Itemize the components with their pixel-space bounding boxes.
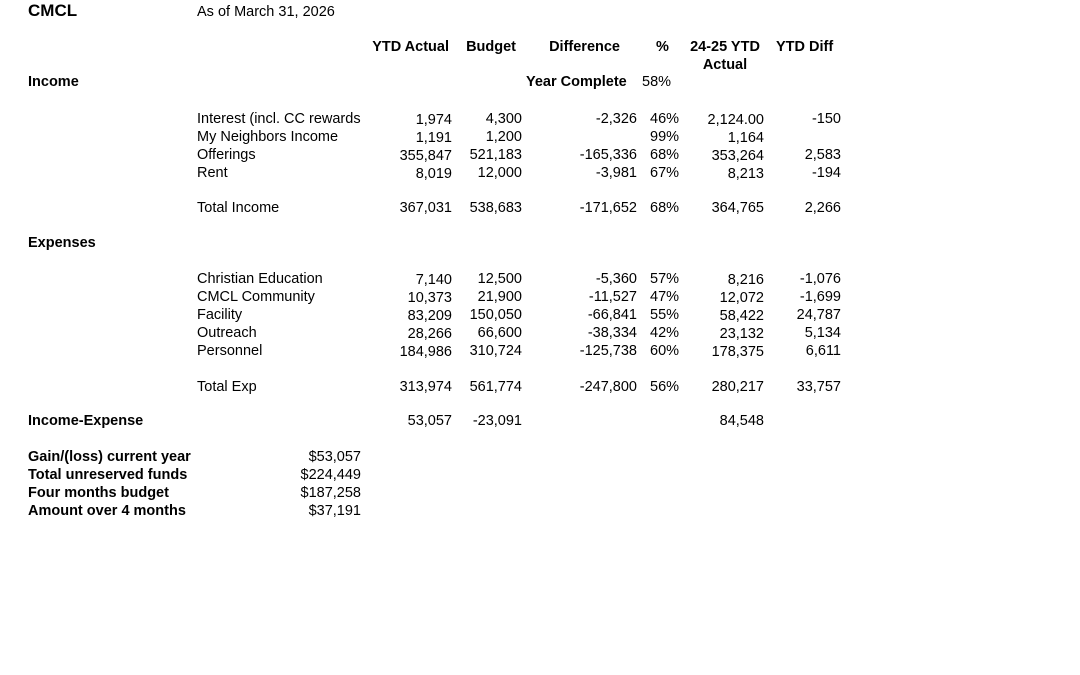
- ytd-diff-cell: -1,699: [799, 289, 841, 305]
- difference-cell: -11,527: [588, 289, 637, 305]
- budget-cell: 310,724: [469, 343, 522, 359]
- row-label: CMCL Community: [197, 289, 315, 305]
- difference-cell: -125,738: [579, 343, 637, 359]
- pct-cell: 68%: [650, 200, 680, 216]
- summary-label: Amount over 4 months: [28, 503, 186, 519]
- ytd-diff-cell: 33,757: [796, 379, 841, 395]
- ytd-diff-cell: -150: [811, 111, 841, 127]
- col-ytd-actual-header: YTD Actual: [372, 39, 449, 55]
- difference-cell: -38,334: [587, 325, 637, 341]
- budget-cell: 150,050: [469, 307, 522, 323]
- ytd-actual-cell: 10,373: [407, 290, 452, 306]
- pct-cell: 67%: [650, 165, 680, 181]
- year-complete-label: Year Complete: [526, 74, 627, 90]
- prior-ytd-cell: 178,375: [711, 344, 764, 360]
- prior-ytd-cell: 23,132: [719, 326, 764, 342]
- prior-ytd-cell: 280,217: [711, 379, 764, 395]
- col-budget-header: Budget: [466, 39, 516, 55]
- difference-cell: -2,326: [595, 111, 637, 127]
- ytd-actual-cell: 83,209: [407, 308, 452, 324]
- row-label: Offerings: [197, 147, 256, 163]
- budget-cell: 521,183: [469, 147, 522, 163]
- prior-ytd-cell: 58,422: [719, 308, 764, 324]
- prior-ytd-cell: 2,124.00: [707, 112, 764, 128]
- prior-ytd-cell: 12,072: [719, 290, 764, 306]
- budget-cell: 1,200: [485, 129, 522, 145]
- budget-cell: 21,900: [477, 289, 522, 305]
- col-pct-header: %: [656, 39, 669, 55]
- ytd-actual-cell: 28,266: [407, 326, 452, 342]
- prior-ytd-cell: 8,213: [727, 166, 764, 182]
- ytd-actual-cell: 1,191: [415, 130, 452, 146]
- summary-value: $53,057: [308, 449, 361, 465]
- ytd-actual-cell: 355,847: [399, 148, 452, 164]
- ytd-diff-cell: 24,787: [796, 307, 841, 323]
- col-ytd-diff-header: YTD Diff: [776, 39, 834, 55]
- row-label: Personnel: [197, 343, 263, 359]
- difference-cell: -165,336: [579, 147, 637, 163]
- ytd-actual-cell: 184,986: [399, 344, 452, 360]
- ytd-diff-cell: -194: [811, 165, 841, 181]
- ytd-actual-cell: 313,974: [399, 379, 452, 395]
- row-label: Outreach: [197, 325, 257, 341]
- summary-value: $224,449: [300, 467, 361, 483]
- expenses-heading: Expenses: [28, 235, 96, 251]
- difference-cell: -66,841: [587, 307, 637, 323]
- income-heading: Income: [28, 74, 79, 90]
- pct-cell: 56%: [650, 379, 680, 395]
- col-difference-header: Difference: [549, 39, 620, 55]
- ytd-diff-cell: -1,076: [799, 271, 841, 287]
- ytd-actual-cell: 367,031: [399, 200, 452, 216]
- row-label: Interest (incl. CC rewards: [197, 111, 361, 127]
- prior-ytd-cell: 8,216: [727, 272, 764, 288]
- prior-ytd-cell: 84,548: [719, 413, 764, 429]
- ytd-actual-cell: 1,974: [415, 112, 452, 128]
- difference-cell: -247,800: [579, 379, 637, 395]
- budget-cell: 4,300: [485, 111, 522, 127]
- ytd-diff-cell: 2,583: [804, 147, 841, 163]
- summary-value: $37,191: [308, 503, 361, 519]
- pct-cell: 55%: [650, 307, 680, 323]
- row-label: Total Exp: [197, 379, 257, 395]
- pct-cell: 42%: [650, 325, 680, 341]
- col-prior-ytd-header: 24-25 YTD: [690, 39, 760, 55]
- budget-cell: 538,683: [469, 200, 522, 216]
- difference-cell: -3,981: [595, 165, 637, 181]
- summary-value: $187,258: [300, 485, 361, 501]
- as-of-date: As of March 31, 2026: [197, 4, 335, 20]
- budget-cell: -23,091: [472, 413, 522, 429]
- year-complete-pct: 58%: [642, 74, 672, 90]
- row-label: My Neighbors Income: [197, 129, 339, 145]
- ytd-actual-cell: 53,057: [407, 413, 452, 429]
- ytd-diff-cell: 2,266: [804, 200, 841, 216]
- row-label: Facility: [197, 307, 243, 323]
- ytd-diff-cell: 6,611: [805, 343, 841, 359]
- pct-cell: 57%: [650, 271, 680, 287]
- pct-cell: 47%: [650, 289, 680, 305]
- ytd-actual-cell: 8,019: [415, 166, 452, 182]
- prior-ytd-cell: 364,765: [711, 200, 764, 216]
- summary-label: Four months budget: [28, 485, 169, 501]
- difference-cell: -5,360: [595, 271, 637, 287]
- difference-cell: -171,652: [579, 200, 637, 216]
- net-label: Income-Expense: [28, 413, 144, 429]
- pct-cell: 68%: [650, 147, 680, 163]
- col-prior-ytd-header-line2: Actual: [702, 57, 748, 73]
- prior-ytd-cell: 353,264: [711, 148, 764, 164]
- prior-ytd-cell: 1,164: [727, 130, 764, 146]
- summary-label: Total unreserved funds: [28, 467, 188, 483]
- summary-label: Gain/(loss) current year: [28, 449, 191, 465]
- ytd-actual-cell: 7,140: [415, 272, 452, 288]
- pct-cell: 46%: [650, 111, 680, 127]
- pct-cell: 99%: [650, 129, 680, 145]
- budget-cell: 66,600: [477, 325, 522, 341]
- row-label: Christian Education: [197, 271, 323, 287]
- row-label: Rent: [197, 165, 228, 181]
- budget-cell: 12,000: [477, 165, 522, 181]
- pct-cell: 60%: [650, 343, 680, 359]
- org-name: CMCL: [28, 1, 78, 20]
- row-label: Total Income: [197, 200, 280, 216]
- budget-cell: 12,500: [477, 271, 522, 287]
- ytd-diff-cell: 5,134: [804, 325, 841, 341]
- budget-cell: 561,774: [469, 379, 522, 395]
